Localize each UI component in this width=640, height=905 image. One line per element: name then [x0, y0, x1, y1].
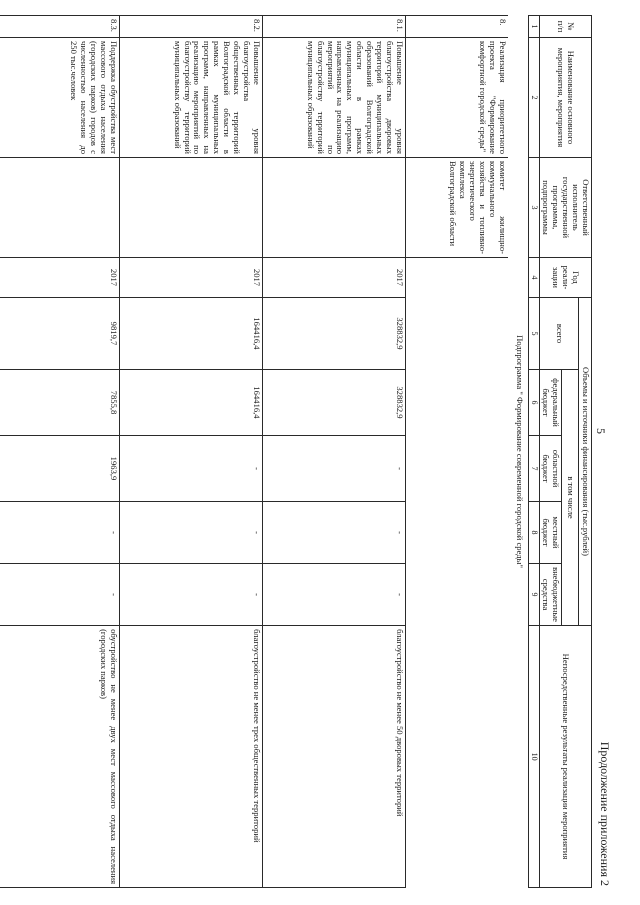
extrabudget-amount: -: [119, 564, 262, 626]
year: [405, 258, 508, 298]
activity-name: Повышение уровня благоустройства дворовых территорий муниципальных образований Волгоградской области в рамках муниципальных программ, направленных на реализацию мероприятий по благоустройству территорий муниципальных образований: [262, 38, 405, 158]
row-number: 8.2.: [119, 16, 262, 38]
federal-amount: 328832,9: [262, 370, 405, 436]
local-amount: -: [119, 502, 262, 564]
executor: комитет жилищно-коммунального хозяйства и топливно-энергетического комплекса Волгоградской области: [405, 158, 508, 258]
total-amount: [405, 298, 508, 370]
executor: [262, 158, 405, 258]
page-number: 5: [594, 428, 608, 434]
table-row: [262, 16, 405, 888]
federal-amount: 164416,4: [119, 370, 262, 436]
header-local: местный бюджет: [539, 502, 562, 564]
local-amount: -: [262, 502, 405, 564]
row-number: 8.: [405, 16, 508, 38]
total-amount: 328832,9: [262, 298, 405, 370]
table-row: [119, 16, 262, 888]
federal-amount: [405, 370, 508, 436]
table-row: [405, 16, 508, 888]
column-number: 3: [528, 158, 539, 258]
regional-amount: -: [119, 436, 262, 502]
continuation-note: Продолжение приложения 2: [598, 741, 612, 886]
header-total: всего: [539, 298, 579, 370]
subprogram-title: Подпрограмма " Формирование современной городской среды": [514, 335, 525, 568]
header-extrabudget: внебюджетные средства: [539, 564, 562, 626]
table-row: [0, 16, 119, 888]
local-amount: [405, 502, 508, 564]
column-number: 4: [528, 258, 539, 298]
column-number: 9: [528, 564, 539, 626]
header-funding: Объемы и источники финансирования (тыс.рублей): [579, 298, 592, 626]
header-including: в том числе: [562, 370, 579, 626]
result: [405, 626, 508, 888]
program-table: [0, 15, 592, 888]
federal-amount: 7855,8: [0, 370, 119, 436]
activity-name: Повышение уровня благоустройства общественных территорий Волгоградской области в рамках муниципальных программ, направленных на реализацию мероприятий по благоустройству территорий муниципальных образований: [119, 38, 262, 158]
activity-name: Поддержка обустройства мест массового отдыха населения (городских парков) городов с численностью населения до 250 тыс.человек: [0, 38, 119, 158]
column-number: 1: [528, 16, 539, 38]
header-result: Непосредственные результаты реализации мероприятия: [539, 626, 591, 888]
regional-amount: 1963,9: [0, 436, 119, 502]
result: благоустройство не менее 50 дворовых территорий: [262, 626, 405, 888]
extrabudget-amount: -: [0, 564, 119, 626]
year: 2017: [119, 258, 262, 298]
result: благоустройство не менее трех общественных территорий: [119, 626, 262, 888]
column-number-row: [528, 16, 539, 888]
header-federal: федеральный бюджет: [539, 370, 562, 436]
column-number: 7: [528, 436, 539, 502]
total-amount: 9819,7: [0, 298, 119, 370]
header-year: Год реали-зации: [539, 258, 591, 298]
column-number: 2: [528, 38, 539, 158]
year: 2017: [0, 258, 119, 298]
header-executor: Ответственный исполнитель государственной программы, подпрограммы: [539, 158, 591, 258]
extrabudget-amount: [405, 564, 508, 626]
extrabudget-amount: -: [262, 564, 405, 626]
column-number: 8: [528, 502, 539, 564]
column-number: 5: [528, 298, 539, 370]
result: обустройство не менее двух мест массового отдыха населения (городских парков): [0, 626, 119, 888]
row-number: 8.3.: [0, 16, 119, 38]
activity-name: Реализация приоритетного проекта "Формирование комфортной городской среды": [405, 38, 508, 158]
regional-amount: [405, 436, 508, 502]
executor: [0, 158, 119, 258]
year: 2017: [262, 258, 405, 298]
header-num: № п/п: [539, 16, 591, 38]
total-amount: 164416,4: [119, 298, 262, 370]
regional-amount: -: [262, 436, 405, 502]
rotated-table-sheet: [25, 10, 610, 890]
executor: [119, 158, 262, 258]
column-number: 6: [528, 370, 539, 436]
local-amount: -: [0, 502, 119, 564]
row-number: 8.1.: [262, 16, 405, 38]
header-activity-name: Наименование основного мероприятия, мероприятия: [539, 38, 591, 158]
column-number: 10: [528, 626, 539, 888]
header-regional: областной бюджет: [539, 436, 562, 502]
